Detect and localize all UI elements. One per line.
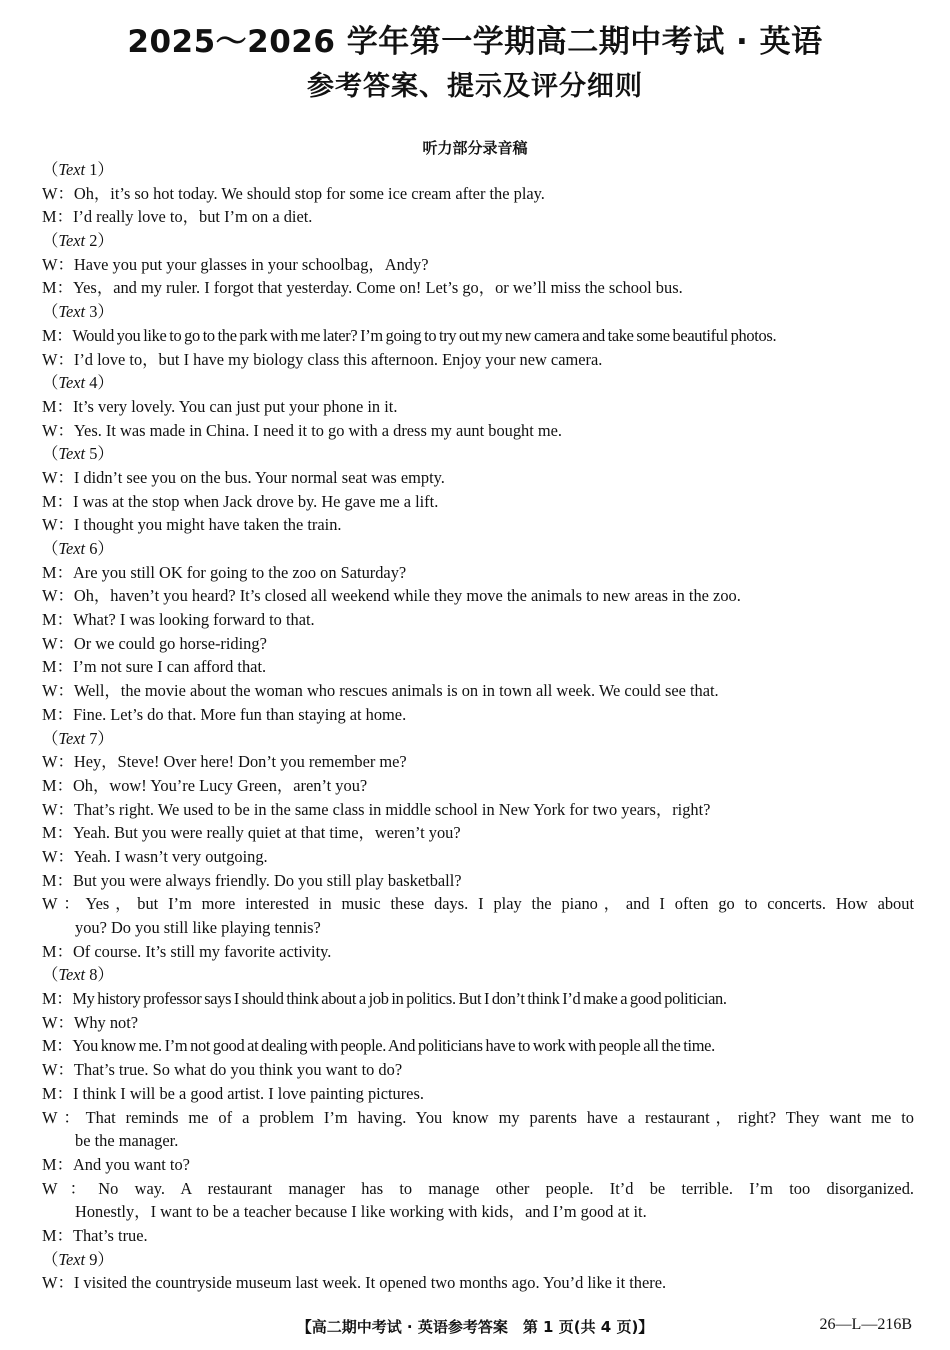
dialogue-line: M：It’s very lovely. You can just put your phone in it. bbox=[42, 396, 398, 416]
text-heading-open: （ bbox=[42, 373, 59, 393]
dialogue-line: M：Of course. It’s still my favorite activity. bbox=[42, 941, 332, 961]
footer-doc-code: 26—L—216B bbox=[819, 1316, 912, 1333]
text-heading bbox=[42, 537, 914, 561]
text-heading-number: 4） bbox=[85, 373, 114, 393]
text-heading-open: （ bbox=[42, 728, 59, 748]
dialogue-line: W：Yes. It was made in China. I need it to go with a dress my aunt bought me. bbox=[42, 420, 563, 440]
dialogue-line: M：I was at the stop when Jack drove by. He gave me a lift. bbox=[42, 491, 439, 511]
footer-page-info: 【高二期中考试 · 英语参考答案 第 1 页(共 4 页)】 bbox=[296, 1318, 654, 1336]
dialogue-line: M：What? I was looking forward to that. bbox=[42, 610, 315, 630]
text-heading-number: 3） bbox=[85, 302, 114, 322]
dialogue-line: M：Yeah. But you were really quiet at that time，weren’t you? bbox=[42, 823, 461, 843]
text-heading-open: （ bbox=[42, 539, 59, 558]
dialogue-line: W：Or we could go horse-riding? bbox=[42, 633, 267, 653]
text-heading-open: （ bbox=[42, 444, 59, 464]
text-heading-word: Text bbox=[58, 302, 86, 322]
text-heading bbox=[42, 963, 914, 987]
dialogue-line: W：No way. A restaurant manager has to manage other people. It’d be terrible. I’m too disorganized. bbox=[42, 1178, 914, 1198]
text-heading bbox=[42, 442, 914, 466]
text-heading-open: （ bbox=[42, 302, 59, 322]
dialogue-line: M：I think I will be a good artist. I love painting pictures. bbox=[42, 1083, 424, 1103]
dialogue-line: W：I didn’t see you on the bus. Your normal seat was empty. bbox=[42, 467, 445, 487]
text-heading bbox=[42, 229, 914, 253]
text-heading-word: Text bbox=[58, 373, 86, 393]
dialogue-line: M：Fine. Let’s do that. More fun than staying at home. bbox=[42, 704, 407, 724]
dialogue-line: M：My history professor says I should think about a job in politics. But I don’t think I’d make a good politician. bbox=[42, 989, 727, 1009]
page-title: 2025～2026 学年第一学期高二期中考试 · 英语 bbox=[127, 24, 823, 60]
text-heading bbox=[42, 727, 914, 751]
text-heading-word: Text bbox=[58, 539, 86, 558]
page-subtitle: 参考答案、提示及评分细则 bbox=[307, 71, 643, 102]
dialogue-line: M：But you were always friendly. Do you still play basketball? bbox=[42, 870, 462, 890]
dialogue-line: W：Oh，haven’t you heard? It’s closed all weekend while they move the animals to new areas in the zoo. bbox=[42, 586, 741, 606]
text-heading-word: Text bbox=[58, 1249, 86, 1269]
dialogue-line: W：Well，the movie about the woman who rescues animals is on in town all week. We could see that. bbox=[42, 681, 719, 701]
text-heading-number: 8） bbox=[85, 965, 114, 985]
dialogue-line-continuation: you? Do you still like playing tennis? bbox=[75, 918, 321, 937]
dialogue-line: W：I’d love to，but I have my biology class this afternoon. Enjoy your new camera. bbox=[42, 349, 603, 369]
text-heading bbox=[42, 371, 914, 395]
dialogue-line: M：You know me. I’m not good at dealing with people. And politicians have to work with people all the time. bbox=[42, 1036, 715, 1056]
dialogue-line: M：I’d really love to，but I’m on a diet. bbox=[42, 207, 313, 227]
text-heading-number: 9） bbox=[85, 1249, 114, 1269]
dialogue-line: W：I thought you might have taken the train. bbox=[42, 515, 342, 535]
text-heading-number: 2） bbox=[85, 231, 114, 251]
text-heading-word: Text bbox=[58, 965, 86, 985]
text-heading-number: 1） bbox=[85, 160, 114, 179]
text-heading-number: 7） bbox=[85, 728, 114, 748]
text-heading-word: Text bbox=[58, 231, 86, 251]
dialogue-line: W：Yeah. I wasn’t very outgoing. bbox=[42, 846, 268, 866]
dialogue-line: M：Would you like to go to the park with me later? I’m going to try out my new camera and take some beautiful photos. bbox=[42, 325, 777, 345]
transcript-body bbox=[42, 158, 914, 1295]
dialogue-line: M：Oh，wow! You’re Lucy Green，aren’t you? bbox=[42, 775, 368, 795]
dialogue-line: W：Yes，but I’m more interested in music these days. I play the piano，and I often go to concerts. How about bbox=[42, 894, 914, 914]
dialogue-line: W：Why not? bbox=[42, 1012, 139, 1032]
dialogue-line: W：I visited the countryside museum last week. It opened two months ago. You’d like it there. bbox=[42, 1273, 667, 1293]
text-heading-open: （ bbox=[42, 1249, 59, 1269]
text-heading-word: Text bbox=[58, 444, 86, 464]
dialogue-line: W：Hey，Steve! Over here! Don’t you remember me? bbox=[42, 752, 407, 772]
dialogue-line: M：Are you still OK for going to the zoo on Saturday? bbox=[42, 562, 407, 582]
text-heading-word: Text bbox=[58, 728, 86, 748]
dialogue-line: M：I’m not sure I can afford that. bbox=[42, 657, 267, 677]
section-title: 听力部分录音稿 bbox=[422, 139, 528, 157]
text-heading-open: （ bbox=[42, 160, 59, 179]
dialogue-line: W：That’s true. So what do you think you want to do? bbox=[42, 1060, 403, 1080]
dialogue-line: W：Have you put your glasses in your schoolbag，Andy? bbox=[42, 254, 429, 274]
dialogue-line: W：Oh，it’s so hot today. We should stop for some ice cream after the play. bbox=[42, 183, 545, 203]
text-heading-open: （ bbox=[42, 965, 59, 985]
dialogue-line: M：That’s true. bbox=[42, 1225, 148, 1245]
text-heading-word: Text bbox=[58, 160, 86, 179]
text-heading-number: 6） bbox=[85, 539, 114, 558]
text-heading bbox=[42, 158, 914, 182]
text-heading bbox=[42, 1248, 914, 1272]
text-heading-open: （ bbox=[42, 231, 59, 251]
page-footer bbox=[0, 1316, 950, 1340]
text-heading-number: 5） bbox=[85, 444, 114, 464]
dialogue-line: M：Yes，and my ruler. I forgot that yesterday. Come on! Let’s go，or we’ll miss the school bus. bbox=[42, 278, 683, 298]
dialogue-line-continuation: be the manager. bbox=[75, 1131, 179, 1151]
text-heading bbox=[42, 300, 914, 324]
dialogue-line: M：And you want to? bbox=[42, 1154, 190, 1174]
dialogue-line: W：That’s right. We used to be in the same class in middle school in New York for two years，right? bbox=[42, 799, 711, 819]
dialogue-line-continuation: Honestly，I want to be a teacher because I like working with kids，and I’m good at it. bbox=[75, 1202, 647, 1222]
dialogue-line: W：That reminds me of a problem I’m having. You know my parents have a restaurant，right? They want me to bbox=[42, 1107, 914, 1127]
